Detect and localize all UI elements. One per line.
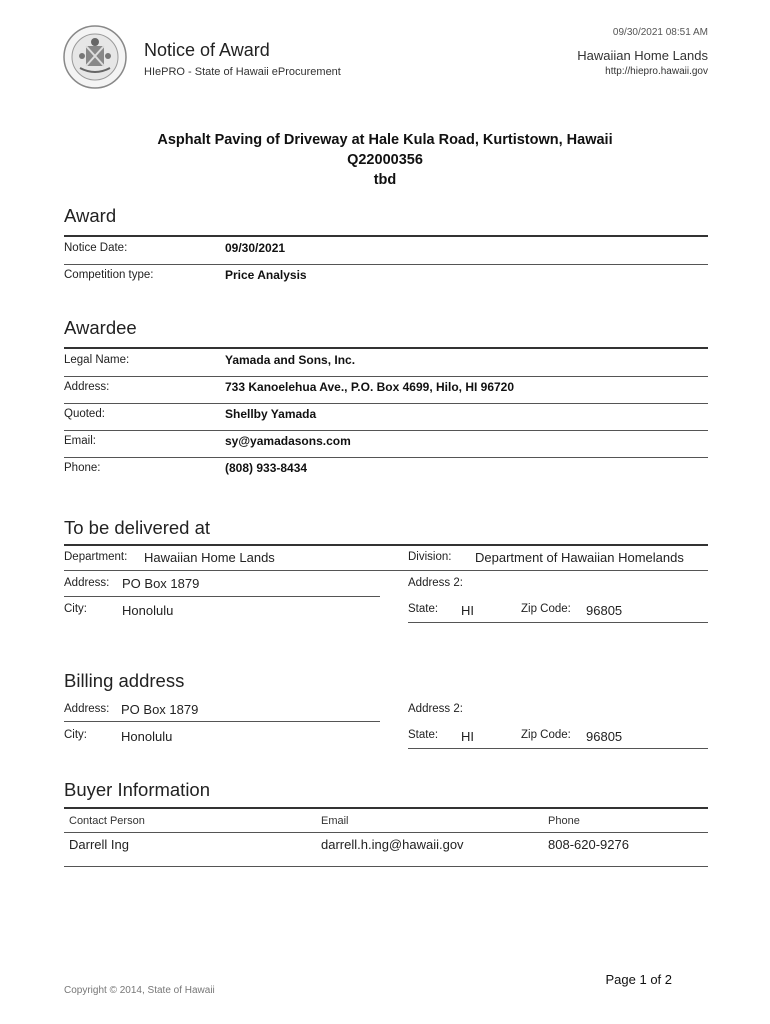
buyer-header-divider [64,832,708,833]
division-label: Division: [408,551,452,563]
field-value: Yamada and Sons, Inc. [225,353,356,367]
delivery-city-value: Honolulu [122,603,174,618]
delivery-address-label: Address: [64,577,110,589]
organization-name: Hawaiian Home Lands [577,48,708,63]
page-subtitle: HIePRO - State of Hawaii eProcurement [144,66,341,78]
billing-heading: Billing address [64,670,185,691]
delivery-address2-label: Address 2: [408,577,463,589]
delivery-state-label: State: [408,603,439,615]
department-value: Hawaiian Home Lands [144,550,275,565]
delivery-state-underline [408,622,708,623]
buyer-heading: Buyer Information [64,779,211,800]
billing-state-underline [408,748,708,749]
billing-address-value: PO Box 1879 [121,702,199,717]
field-value: Shellby Yamada [225,407,317,421]
delivery-zip-label: Zip Code: [521,603,571,615]
billing-city-label: City: [64,729,87,741]
delivery-divider [64,544,708,546]
field-value: (808) 933-8434 [225,461,308,475]
delivery-heading: To be delivered at [64,517,211,538]
awardee-row-email [64,430,708,458]
field-label: Address: [64,381,110,393]
delivery-state-value: HI [461,603,474,618]
buyer-email[interactable]: darrell.h.ing@hawaii.gov [321,837,464,852]
buyer-contact-name: Darrell Ing [69,837,129,852]
column-header-contact: Contact Person [69,815,145,827]
buyer-row-divider [64,866,708,867]
awardee-row-quoted [64,403,708,431]
solicitation-note: tbd [373,172,397,188]
awardee-row-legal-name [64,349,708,377]
state-seal-logo [62,22,128,92]
field-value: 09/30/2021 [225,241,286,255]
document-title [0,130,770,190]
award-row-competition-type [64,264,708,291]
field-value: Price Analysis [225,268,307,282]
billing-zip-value: 96805 [586,729,623,744]
delivery-city-label: City: [64,603,87,615]
copyright: Copyright © 2014, State of Hawaii [64,985,215,996]
field-label: Phone: [64,462,101,474]
field-label: Email: [64,435,96,447]
field-label: Quoted: [64,408,105,420]
delivery-address-value: PO Box 1879 [122,576,200,591]
page-title: Notice of Award [144,40,270,60]
award-heading: Award [64,205,117,226]
awardee-row-address [64,376,708,404]
page-number: Page 1 of 2 [605,972,672,987]
field-label: Legal Name: [64,354,130,366]
field-value: sy@yamadasons.com [225,434,351,448]
solicitation-title: Asphalt Paving of Driveway at Hale Kula Road, Kurtistown, Hawaii [157,132,613,148]
column-header-email: Email [321,815,349,827]
division-value: Department of Hawaiian Homelands [475,550,684,565]
department-label: Department: [64,551,128,563]
billing-address-underline [64,721,380,722]
billing-zip-label: Zip Code: [521,729,571,741]
delivery-zip-value: 96805 [586,603,623,618]
field-label: Notice Date: [64,242,128,254]
buyer-phone: 808-620-9276 [548,837,629,852]
portal-link[interactable]: http://hiepro.hawaii.gov [605,66,708,77]
award-row-notice-date [64,237,708,265]
field-value: 733 Kanoelehua Ave., P.O. Box 4699, Hilo, HI 96720 [225,380,515,394]
awardee-heading: Awardee [64,317,137,338]
delivery-address-underline [64,596,380,597]
column-header-phone: Phone [548,815,580,827]
awardee-row-phone [64,457,708,484]
billing-state-label: State: [408,729,439,741]
timestamp: 09/30/2021 08:51 AM [612,27,708,38]
field-label: Competition type: [64,269,154,281]
solicitation-number: Q22000356 [347,152,423,168]
billing-address-label: Address: [64,703,110,715]
billing-state-value: HI [461,729,474,744]
delivery-row-divider [64,570,708,571]
billing-city-value: Honolulu [121,729,173,744]
billing-address2-label: Address 2: [408,703,463,715]
buyer-divider [64,807,708,809]
